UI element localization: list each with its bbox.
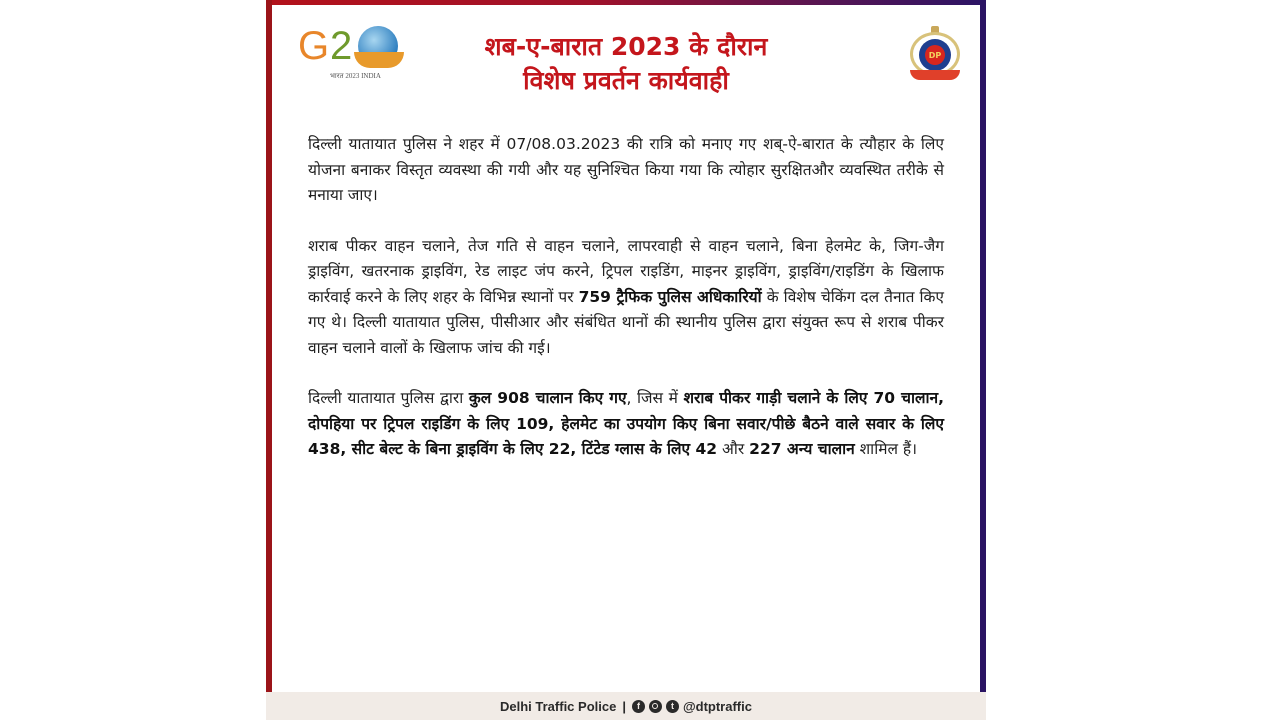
- g20-subtitle: भारत 2023 INDIA: [330, 72, 381, 80]
- officers-count: 759 ट्रैफिक पुलिस अधिकारियों: [578, 287, 762, 306]
- twitter-icon[interactable]: t: [666, 700, 679, 713]
- footer-handle[interactable]: @dtptraffic: [682, 698, 752, 714]
- lotus-icon: [354, 52, 404, 68]
- instagram-icon[interactable]: [649, 700, 662, 713]
- body-text: [308, 132, 944, 488]
- left-border: [266, 0, 272, 692]
- challan-breakdown: शराब पीकर गाड़ी चलाने के लिए 70 चालान, दोपहिया पर ट्रिपल राइडिंग के लिए 109, हेलमेट का उपयोग किए बिना सवार/पीछे बैठने वाले सवार के लिए 438, सीट बेल्ट के बिना ड्राइविंग के लिए 22, टिंटेड ग्लास के लिए 42: [308, 389, 944, 458]
- emblem-center: DP: [925, 45, 945, 65]
- ribbon-icon: [910, 70, 960, 80]
- total-challans: कुल 908 चालान किए गए: [468, 389, 627, 407]
- g20-letter-g: G: [298, 24, 328, 68]
- page-title: [416, 30, 836, 98]
- delhi-police-emblem-icon: [906, 26, 964, 84]
- g20-logo-icon: [296, 24, 411, 88]
- top-border: [266, 0, 986, 5]
- right-border: [980, 0, 986, 692]
- footer-org: Delhi Traffic Police: [500, 698, 617, 714]
- facebook-icon[interactable]: f: [632, 700, 645, 713]
- other-challans: 227 अन्य चालान: [749, 440, 855, 458]
- paragraph-deployment: शराब पीकर वाहन चलाने, तेज गति से वाहन चलाने, लापरवाही से वाहन चलाने, बिना हेलमेट के, जिग-जैग ड्राइविंग, खतरनाक ड्राइविंग, रेड लाइट जंप करने, ट्रिपल राइडिंग, माइनर ड्राइविंग, ड्राइविंग/राइडिंग के खिलाफ कार्रवाई करने के लिए शहर के विभिन्न स्थानों पर 759 ट्रैफिक पुलिस अधिकारियों के विशेष चेकिंग दल तैनात किए गए थे। दिल्ली यातायात पुलिस, पीसीआर और संबंधित थानों की स्थानीय पुलिस द्वारा संयुक्त रूप से शराब पीकर वाहन चलाने वालों के खिलाफ जांच की गई।: [308, 236, 945, 357]
- title-line-1: शब-ए-बारात 2023 के दौरान: [484, 32, 768, 61]
- g20-letter-2: 2: [330, 24, 353, 68]
- paragraph-challans: दिल्ली यातायात पुलिस द्वारा कुल 908 चालान किए गए, जिस में शराब पीकर गाड़ी चलाने के लिए 70 चालान, दोपहिया पर ट्रिपल राइडिंग के लिए 109, हेलमेट का उपयोग किए बिना सवार/पीछे बैठने वाले सवार के लिए 438, सीट बेल्ट के बिना ड्राइविंग के लिए 22, टिंटेड ग्लास के लिए 42 और 227 अन्य चालान शामिल हैं।: [308, 389, 944, 458]
- paragraph-intro: दिल्ली यातायात पुलिस ने शहर में 07/08.03.2023 की रात्रि को मनाए गए शब्-ऐ-बारात के त्यौहार के लिए योजना बनाकर विस्तृत व्यवस्था की गयी और यह सुनिश्चित किया गया कि त्योहार सुरक्षितऔर व्यवस्थित तरीके से मनाया जाए।: [308, 135, 944, 204]
- footer: [266, 692, 986, 720]
- footer-separator: |: [622, 698, 626, 714]
- poster: [266, 0, 986, 720]
- title-line-2: विशेष प्रवर्तन कार्यवाही: [523, 66, 729, 95]
